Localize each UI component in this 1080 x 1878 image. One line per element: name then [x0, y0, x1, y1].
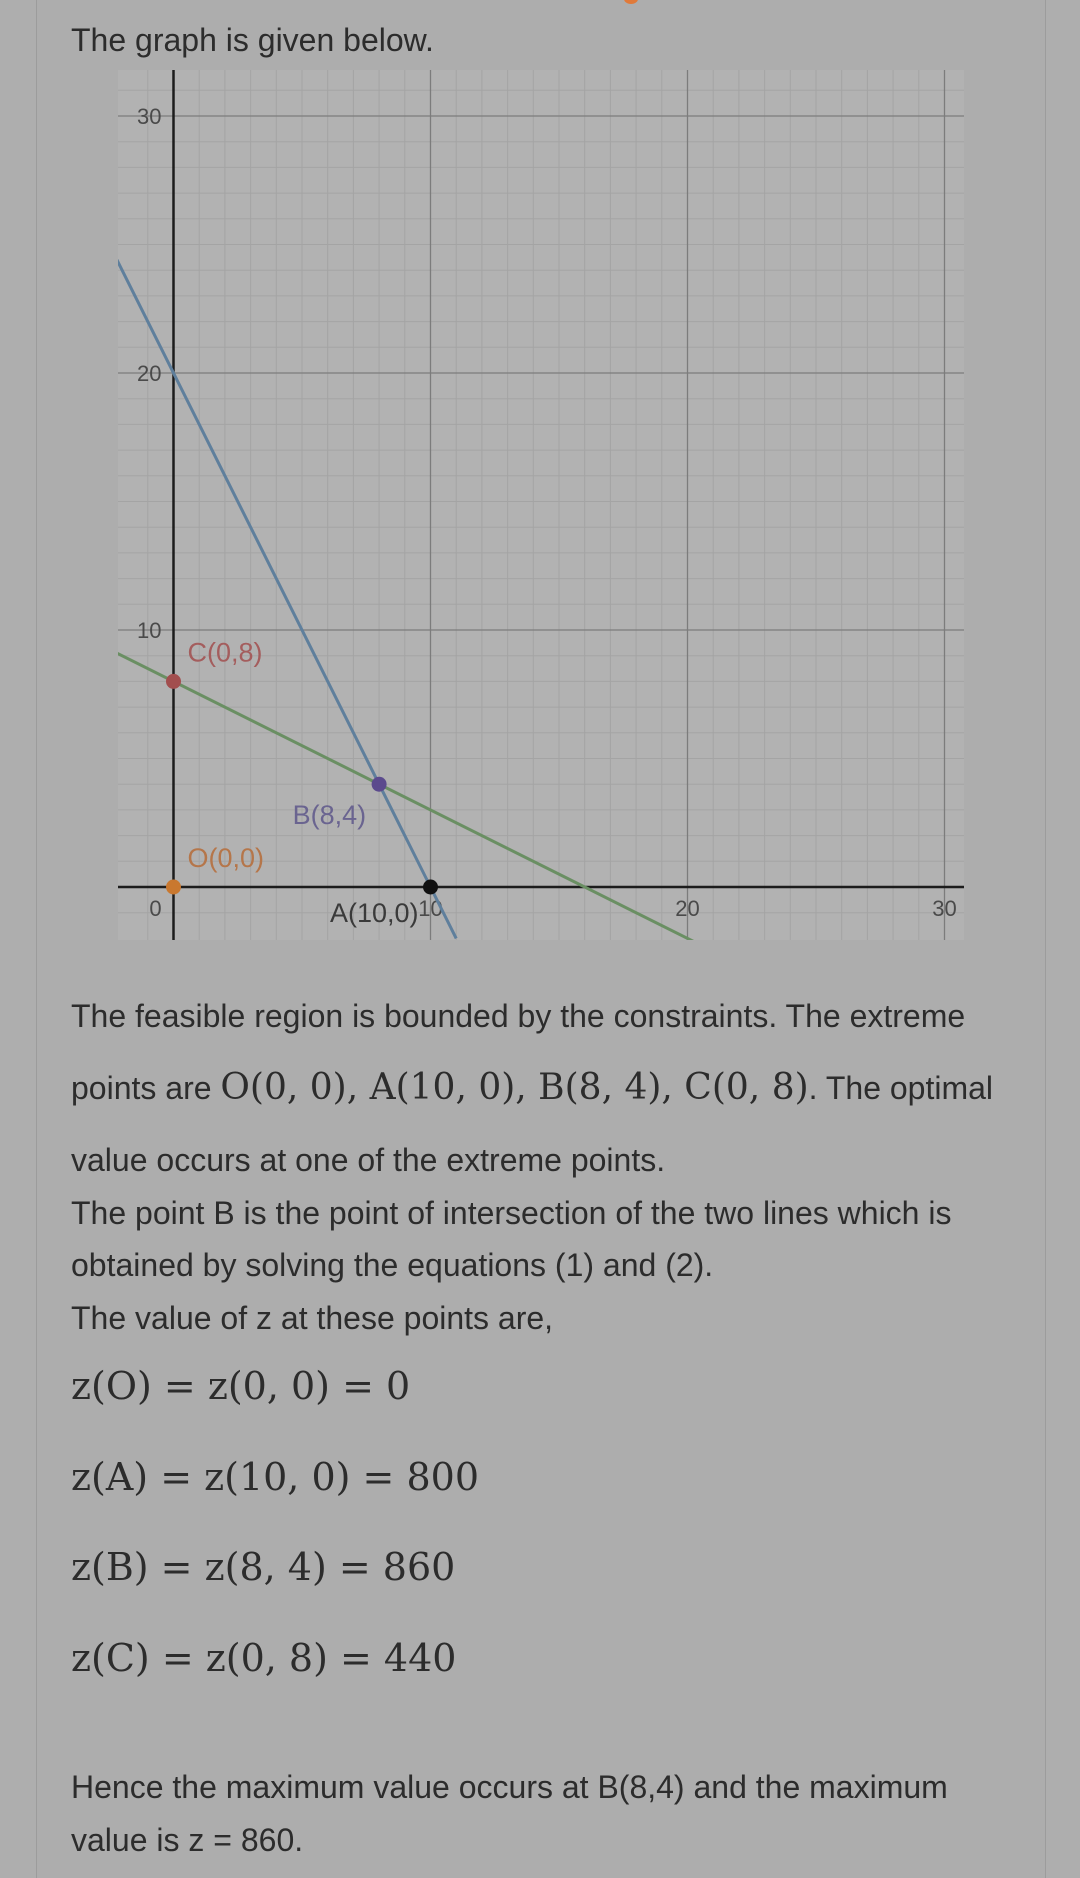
point-label-o-0-0: O(0,0) [187, 843, 265, 873]
equation-z-c: z(C) = z(0, 8) = 440 [71, 1636, 457, 1680]
conclusion-line-1: Hence the maximum value occurs at B(8,4) and the maximum [71, 1769, 948, 1805]
x-tick-label: 10 [418, 896, 443, 921]
y-tick-label: 20 [137, 361, 162, 386]
point-a-10-0 [423, 880, 438, 895]
conclusion-line-2: value is z = 860. [71, 1822, 304, 1858]
paragraph-feasible-2 [71, 1062, 1001, 1114]
point-label-c-0-8: C(0,8) [187, 637, 263, 668]
x-tick-label: 0 [149, 896, 162, 921]
point-label-b-8-4: B(8,4) [292, 800, 367, 831]
y-tick-label: 10 [137, 618, 162, 643]
y-tick-label: 30 [137, 104, 162, 129]
paragraph-intersection-1: The point B is the point of intersection of the two lines which is [71, 1195, 952, 1231]
paragraph-feasible-3: value occurs at one of the extreme points. [71, 1142, 666, 1178]
extreme-points-math: O(0, 0), A(10, 0), B(8, 4), C(0, 8) [220, 1067, 809, 1108]
paragraph-intersection-2: obtained by solving the equations (1) and (2). [71, 1247, 714, 1283]
point-c-0-8 [166, 674, 181, 689]
paragraph-text: . The optimal [808, 1070, 994, 1106]
feasible-region-graph [118, 70, 964, 940]
paragraph-values-intro: The value of z at these points are, [71, 1300, 554, 1336]
point-b-8-4 [372, 777, 387, 792]
paragraph-text: points are [71, 1070, 221, 1106]
intro-text: The graph is given below. [71, 22, 434, 58]
equation-z-b: z(B) = z(8, 4) = 860 [71, 1545, 456, 1589]
equation-z-o: z(O) = z(0, 0) = 0 [71, 1364, 411, 1408]
equation-z-a: z(A) = z(10, 0) = 800 [71, 1455, 479, 1499]
x-tick-label: 30 [932, 896, 957, 921]
point-label-a-10-0: A(10,0) [329, 898, 419, 928]
point-o-0-0 [166, 880, 181, 895]
paragraph-feasible-1: The feasible region is bounded by the constraints. The extreme [71, 998, 966, 1034]
x-tick-label: 20 [675, 896, 700, 921]
